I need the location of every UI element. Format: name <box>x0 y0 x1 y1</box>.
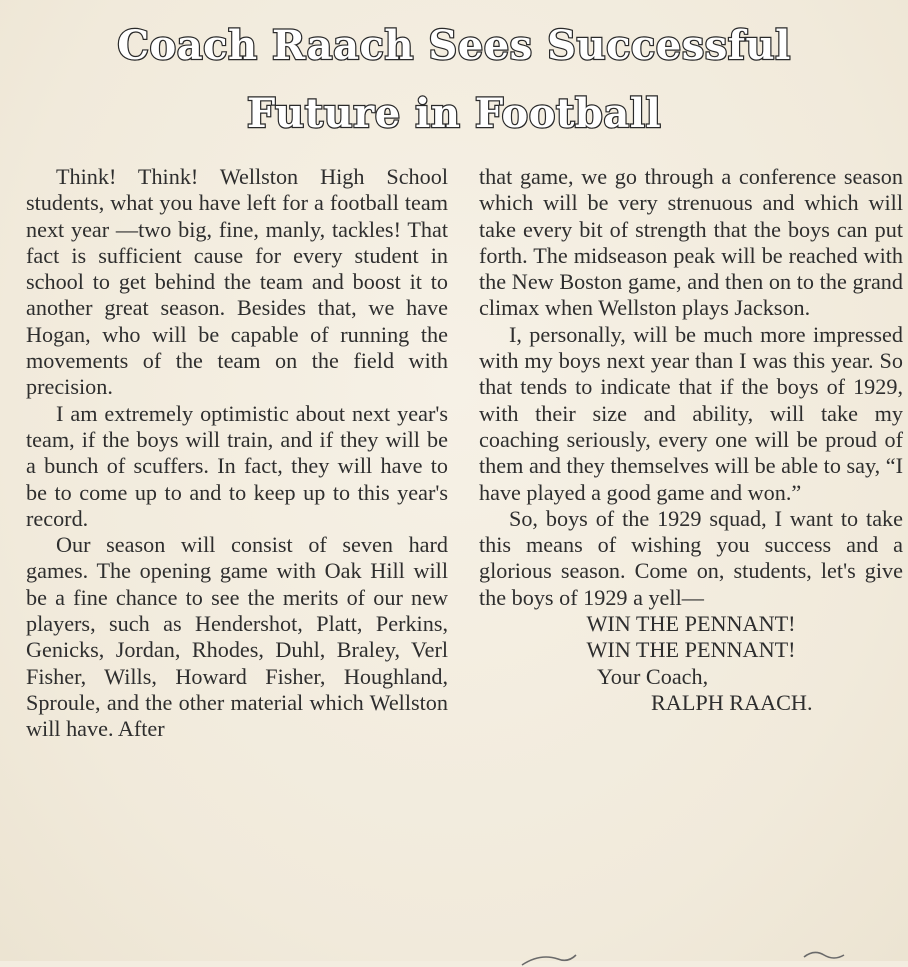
paragraph-1: Think! Think! Wellston High School students, what you have left for a football team next year —two big, fine, manly, tackles! That fact is sufficient cause for every student in school to get behind the team and boost it to another great season. Besides that, we have Hogan, who will be capable of running the movements of the team on the field with precision. <box>26 164 448 400</box>
paragraph-2: I am extremely optimistic about next year's team, if the boys will train, and if they will be a bunch of scuffers. In fact, they will have to be to come up to and to keep up to this year's record. <box>26 400 448 531</box>
signature: RALPH RAACH. <box>651 689 813 715</box>
cheer-line-1: WIN THE PENNANT! <box>586 611 796 637</box>
headline-line-1: Coach Raach Sees Successful <box>117 22 791 69</box>
paragraph-5: So, boys of the 1929 squad, I want to take this means of wishing you success and a glorious season. Come on, students, let's give the boys of 1929 a yell— <box>479 505 903 610</box>
article-right-column <box>479 164 903 716</box>
closing-line: Your Coach, <box>597 663 709 689</box>
bottom-ornament-right-icon <box>800 947 860 967</box>
paragraph-4: I, personally, will be much more impressed with my boys next year than I was this year. So that tends to indicate that if the boys of 1929, with their size and ability, will take my coaching seriously, every one will be proud of them and they themselves will be able to say, “I have played a good game and won.” <box>479 321 903 505</box>
article-left-column <box>26 164 448 743</box>
paragraph-3-continued: that game, we go through a conference season which will be very strenuous and which will take every bit of strength that the boys can put forth. The midseason peak will be reached with the New Boston game, and then on to the grand climax when Wellston plays Jackson. <box>479 164 903 321</box>
bottom-ornament-left-icon <box>520 947 580 967</box>
cheer-line-2: WIN THE PENNANT! <box>586 637 796 663</box>
headline-line-2: Future in Football <box>246 90 662 137</box>
paragraph-3: Our season will consist of seven hard games. The opening game with Oak Hill will be a fine chance to see the merits of our new players, such as Hendershot, Platt, Perkins, Genicks, Jordan, Rhodes, Duhl, Braley, Verl Fisher, Wills, Howard Fisher, Houghland, Sproule, and the other material which Wellston will have. After <box>26 532 448 742</box>
